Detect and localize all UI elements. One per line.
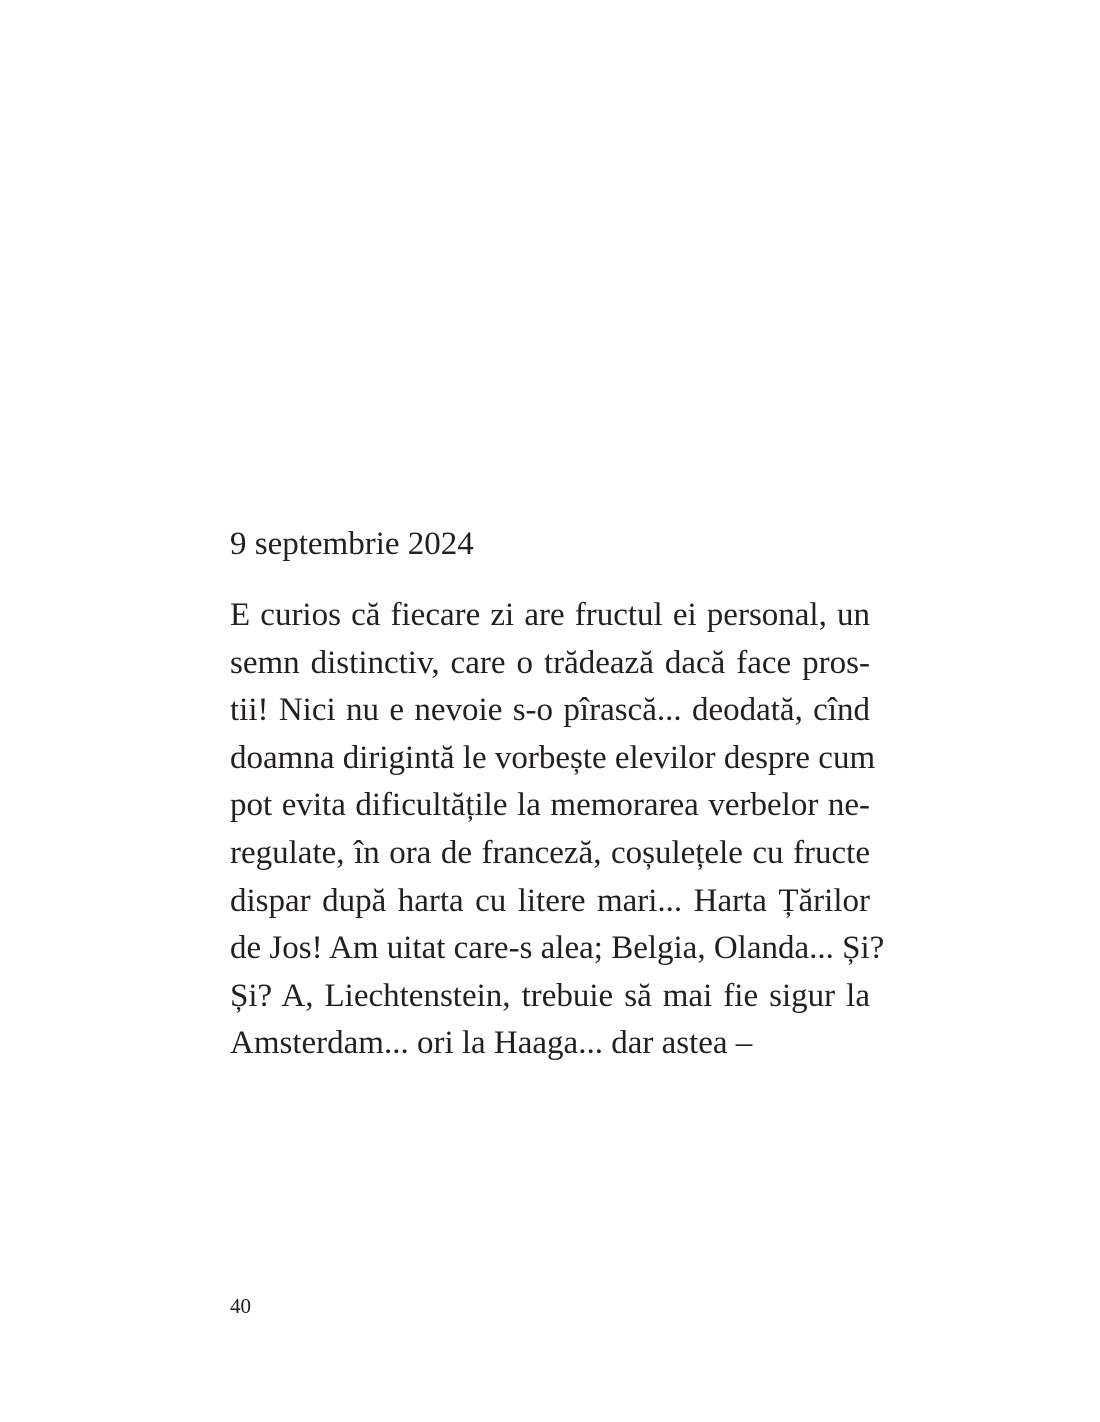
page-number: 40 (230, 1294, 251, 1318)
body-line: dispar după harta cu litere mari... Harta Țărilor (230, 882, 870, 919)
entry-date-heading: 9 septembrie 2024 (230, 526, 474, 562)
body-line: semn distinctiv, care o trădează dacă face pros- (230, 644, 870, 681)
body-line: de Jos! Am uitat care-s alea; Belgia, Olanda... Și? (230, 930, 885, 967)
body-line: Și? A, Liechtenstein, trebuie să mai fie sigur la (230, 977, 870, 1014)
body-line: tii! Nici nu e nevoie s-o pîrască... deodată, cînd (230, 692, 870, 729)
entry-body (230, 592, 885, 1068)
body-line: E curios că fiecare zi are fructul ei personal, un (230, 597, 870, 633)
body-line: regulate, în ora de franceză, coșulețele cu fructe (230, 834, 870, 871)
body-line: pot evita dificultățile la memorarea verbelor ne- (230, 787, 870, 824)
body-line: Amsterdam... ori la Haaga... dar astea – (230, 1025, 753, 1062)
body-line: doamna dirigintă le vorbește elevilor despre cum (230, 739, 876, 776)
